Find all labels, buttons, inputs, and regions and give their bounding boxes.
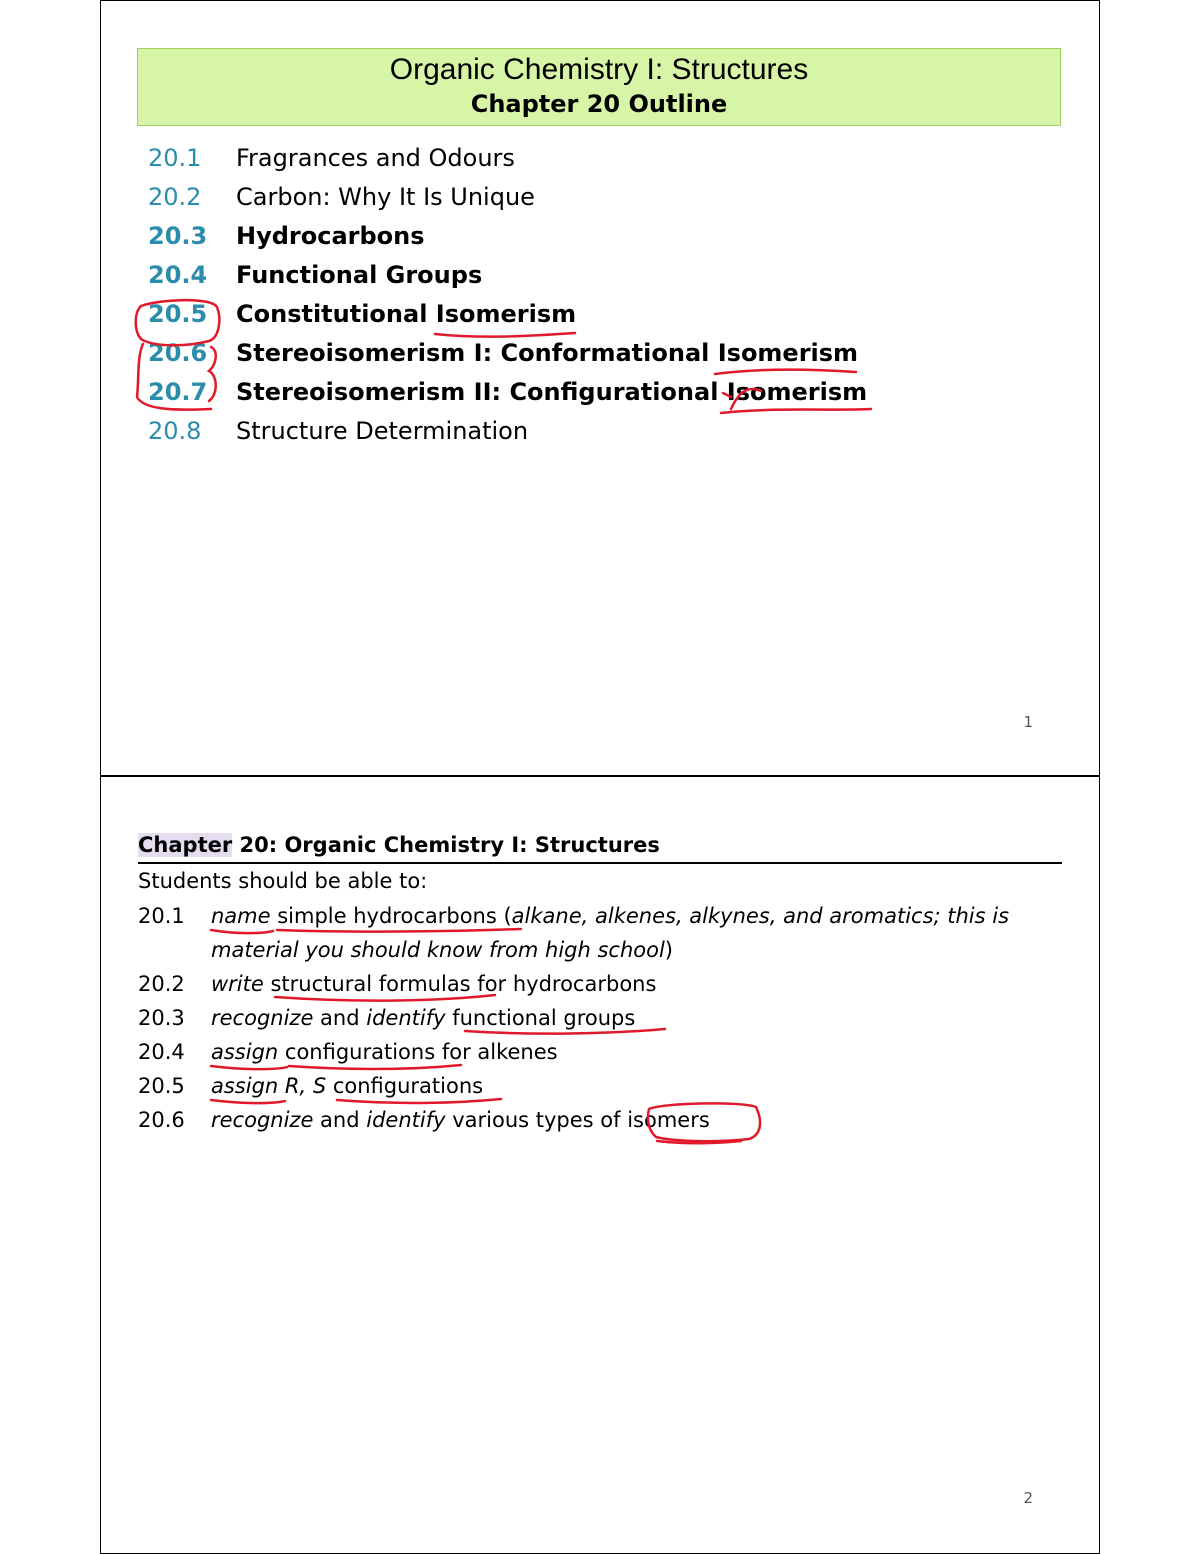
section-title: Functional Groups <box>236 261 483 289</box>
slide-title: Organic Chemistry I: Structures <box>389 53 809 86</box>
page-number: 1 <box>1023 713 1033 731</box>
objective-number: 20.2 <box>138 972 185 996</box>
objective-text <box>211 935 673 965</box>
heading-rest: 20: Organic Chemistry I: Structures <box>232 833 660 857</box>
section-title: Constitutional Isomerism <box>236 300 577 328</box>
section-title: Fragrances and Odours <box>236 144 515 172</box>
slide-1 <box>100 0 1100 776</box>
objective-text <box>211 1037 558 1067</box>
emphasis-text: identify <box>366 1108 446 1132</box>
plain-text: configurations <box>326 1074 484 1098</box>
emphasis-text: recognize <box>211 1006 314 1030</box>
objective-number: 20.3 <box>138 1006 185 1030</box>
section-number: 20.2 <box>148 183 202 211</box>
objective-text <box>211 1003 635 1033</box>
plain-text: and <box>313 1006 367 1030</box>
title-box <box>137 48 1061 126</box>
emphasis-text: alkane, alkenes, alkynes, and aromatics; this is <box>511 904 1010 928</box>
objective-text <box>211 1071 483 1101</box>
section-number: 20.1 <box>148 144 202 172</box>
underline-isomerism-1 <box>435 333 575 337</box>
objective-text <box>211 969 656 999</box>
slide-subtitle: Chapter 20 Outline <box>470 90 728 118</box>
emphasis-text: material you should know from high school <box>211 938 665 962</box>
underline-isomerism-2 <box>715 370 856 374</box>
objectives-heading <box>138 830 1062 864</box>
plain-text: structural formulas for hydrocarbons <box>263 972 657 996</box>
plain-text: configurations for alkenes <box>278 1040 558 1064</box>
section-number: 20.8 <box>148 417 202 445</box>
section-number: 20.6 <box>148 339 208 367</box>
section-number: 20.4 <box>148 261 208 289</box>
plain-text: and <box>313 1108 367 1132</box>
plain-text: simple hydrocarbons ( <box>270 904 512 928</box>
heading-highlight: Chapter <box>138 833 233 857</box>
section-number: 20.3 <box>148 222 208 250</box>
emphasis-text: name <box>211 904 271 928</box>
objective-number: 20.5 <box>138 1074 185 1098</box>
objective-number: 20.6 <box>138 1108 185 1132</box>
section-number: 20.7 <box>148 378 208 406</box>
emphasis-text: recognize <box>211 1108 314 1132</box>
objective-text <box>211 1105 710 1135</box>
plain-text: various types of isomers <box>445 1108 710 1132</box>
section-title: Carbon: Why It Is Unique <box>236 183 535 211</box>
plain-text: functional groups <box>445 1006 636 1030</box>
section-number: 20.5 <box>148 300 208 328</box>
plain-text: ) <box>664 938 673 962</box>
slide-2 <box>100 775 1100 1554</box>
underline-isomers <box>657 1141 741 1143</box>
emphasis-text: identify <box>366 1006 446 1030</box>
objective-number: 20.1 <box>138 904 185 928</box>
objective-number: 20.4 <box>138 1040 185 1064</box>
objectives-intro: Students should be able to: <box>138 869 428 893</box>
section-title: Stereoisomerism I: Conformational Isomerism <box>236 339 859 367</box>
emphasis-text: assign R, S <box>211 1074 327 1098</box>
handwritten-annotations <box>101 777 1099 1553</box>
section-title: Hydrocarbons <box>236 222 425 250</box>
emphasis-text: write <box>211 972 264 996</box>
objective-text <box>211 901 1009 931</box>
page-number: 2 <box>1023 1489 1033 1507</box>
section-title: Structure Determination <box>236 417 529 445</box>
emphasis-text: assign <box>211 1040 279 1064</box>
section-title: Stereoisomerism II: Configurational Isomerism <box>236 378 868 406</box>
